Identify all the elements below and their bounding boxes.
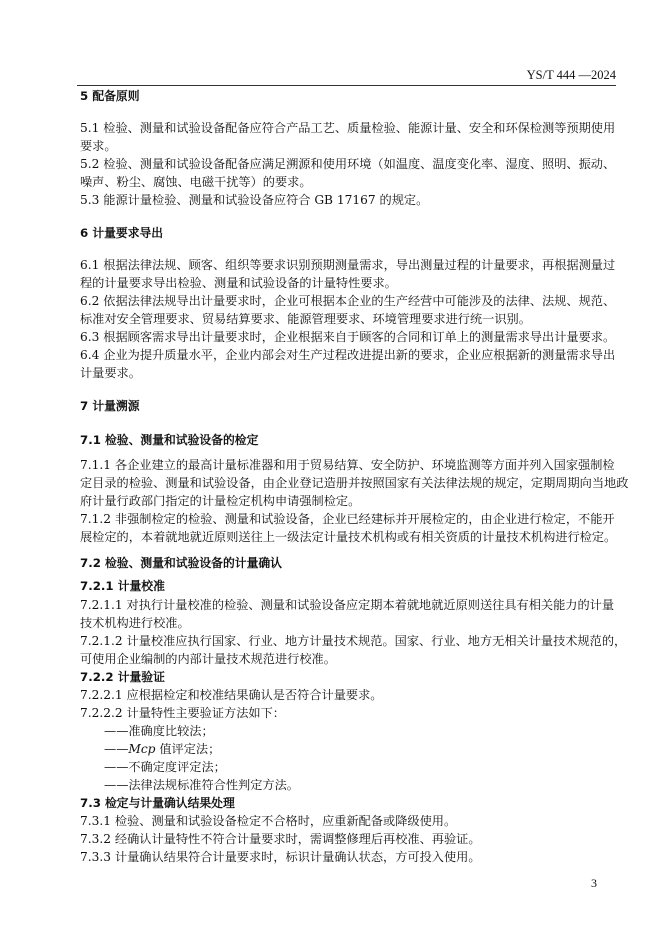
header-divider xyxy=(77,85,616,86)
text-line: ——不确定度评定法； xyxy=(104,760,226,774)
text-line: 7.2.2.2 计量特性主要验证方法如下： xyxy=(80,706,285,720)
text-line: 6.2 依据法律法规导出计量要求时，企业可根据本企业的生产经营中可能涉及的法律、法规、规范、 xyxy=(80,294,616,308)
text-line: 7.3.2 经确认计量特性不符合计量要求时，需调整修理后再校准、再验证。 xyxy=(80,832,481,846)
text-line: 7.2.1.1 对执行计量校准的检验、测量和试验设备应定期本着就地就近原则送往具有相关能力的计量 xyxy=(80,598,615,612)
text-line: ——准确度比较法； xyxy=(104,724,214,738)
text-line: 可使用企业编制的内部计量技术规范进行校准。 xyxy=(80,652,336,666)
text-line: 6.4 企业为提升质量水平，企业内部会对生产过程改进提出新的要求，企业应根据新的测量需求导出 xyxy=(80,348,616,362)
text-line: ——法律法规标准符合性判定方法。 xyxy=(104,778,299,792)
text-line: 程的计量要求导出检验、测量和试验设备的计量特性要求。 xyxy=(80,276,397,290)
text-line: 5.3 能源计量检验、测量和试验设备应符合 GB 17167 的规定。 xyxy=(80,193,429,207)
section-heading: 7.3 检定与计量确认结果处理 xyxy=(80,796,235,810)
text-line: 展检定的，本着就地就近原则送往上一级法定计量技术机构或有相关资质的计量技术机构进行检定。 xyxy=(80,530,617,544)
section-heading: 7.1 检验、测量和试验设备的检定 xyxy=(80,433,259,447)
mcp-symbol: Mcp xyxy=(128,742,156,756)
text-line: 噪声、粉尘、腐蚀、电磁干扰等）的要求。 xyxy=(80,175,312,189)
text-line: 5.2 检验、测量和试验设备配备应满足溯源和使用环境（如温度、温度变化率、湿度、照明、振动、 xyxy=(80,157,616,171)
section-heading: 5 配备原则 xyxy=(80,89,140,103)
text-line: 定目录的检验、测量和试验设备，由企业登记造册并按照国家有关法律法规的规定，定期周期向当地政 xyxy=(80,476,629,490)
section-heading: 7.2.2 计量验证 xyxy=(80,670,165,684)
text-line: 5.1 检验、测量和试验设备配备应符合产品工艺、质量检验、能源计量、安全和环保检测等预期使用 xyxy=(80,121,616,135)
text-line: 7.3.1 检验、测量和试验设备检定不合格时，应重新配备或降级使用。 xyxy=(80,814,457,828)
text-line: 府计量行政部门指定的计量检定机构申请强制检定。 xyxy=(80,494,361,508)
text-line: 计量要求。 xyxy=(80,366,141,380)
text-line: 7.3.3 计量确认结果符合计量要求时，标识计量确认状态，方可投入使用。 xyxy=(80,850,481,864)
section-heading: 6 计量要求导出 xyxy=(80,226,164,240)
text-line: ——Mcp 值评定法； xyxy=(104,742,221,756)
document-code: YS/T 444 —2024 xyxy=(526,68,616,82)
page-number: 3 xyxy=(591,876,597,890)
section-heading: 7 计量溯源 xyxy=(80,399,140,413)
text-line: 技术机构进行校准。 xyxy=(80,616,190,630)
text-line: 7.2.2.1 应根据检定和校准结果确认是否符合计量要求。 xyxy=(80,688,383,702)
text-line: 7.2.1.2 计量校准应执行国家、行业、地方计量技术规范。国家、行业、地方无相关计量技术规范的， xyxy=(80,634,627,648)
text-line: 7.1.1 各企业建立的最高计量标准器和用于贸易结算、安全防护、环境监测等方面并列入国家强制检 xyxy=(80,458,615,472)
text-line: 标准对安全管理要求、贸易结算要求、能源管理要求、环境管理要求进行统一识别。 xyxy=(80,312,531,326)
section-heading: 7.2 检验、测量和试验设备的计量确认 xyxy=(80,556,282,570)
text-line: 7.1.2 非强制检定的检验、测量和试验设备，企业已经建标并开展检定的，由企业进行检定，不能开 xyxy=(80,512,615,526)
text-line: 6.3 根据顾客需求导出计量要求时，企业根据来自于顾客的合同和订单上的测量需求导出计量要求。 xyxy=(80,330,616,344)
section-heading: 7.2.1 计量校准 xyxy=(80,579,165,593)
text-line: 6.1 根据法律法规、顾客、组织等要求识别预期测量需求，导出测量过程的计量要求，再根据测量过 xyxy=(80,258,616,272)
text-line: 要求。 xyxy=(80,139,117,153)
